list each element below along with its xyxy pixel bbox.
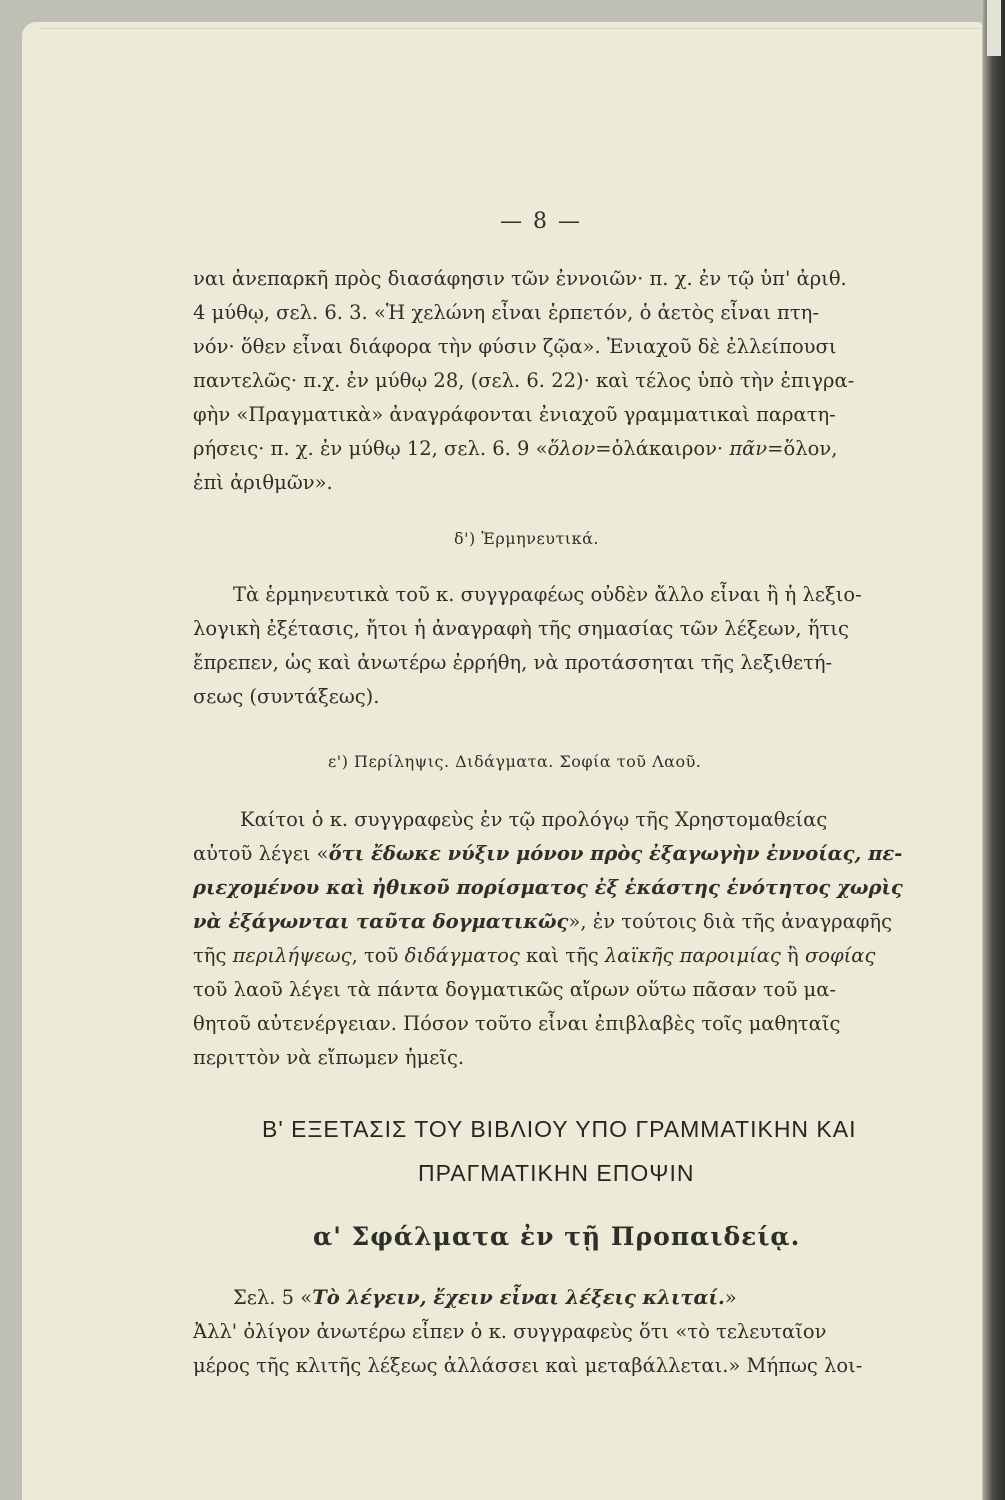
text-line: μέρος τῆς κλιτῆς λέξεως ἀλλάσσει καὶ μεταβάλλεται.» Μήπως λοι- [193,1354,863,1377]
text-line [193,939,875,973]
emphasized-word: ὅλον [547,437,596,460]
section-heading-e: ε') Περίληψις. Διδάγματα. Σοφία τοῦ Λαοῦ. [328,752,702,771]
text-line [193,905,892,939]
quoted-emphasis: Τὸ λέγειν, ἔχειν εἶναι λέξεις κλιταί. [312,1286,725,1309]
text-line [233,1281,737,1315]
quoted-emphasis: ὅτι ἔδωκε νύξιν μόνον πρὸς ἐξαγωγὴν ἐννοίας, πε- [328,842,903,865]
text-line: ναι ἀνεπαρκῆ πρὸς διασάφησιν τῶν ἐννοιῶν· π. χ. ἐν τῷ ὑπ' ἀριθ. [193,267,847,290]
text-line: περιττὸν νὰ εἴπωμεν ἡμεῖς. [193,1046,465,1069]
emphasized-word: διδάγματος [404,944,520,967]
text-line: ἐπὶ ἀριθμῶν». [193,471,333,494]
text-run: =ὅλον, [767,437,838,460]
spine-tab [987,0,1001,56]
text-line: τοῦ λαοῦ λέγει τὰ πάντα δογματικῶς αἴρων οὕτω πᾶσαν τοῦ μα- [193,978,836,1001]
emphasized-word: λαϊκῆς παροιμίας [604,944,781,967]
text-run: Σελ. 5 « [233,1286,313,1309]
book-spine [983,0,1005,1500]
text-run: , τοῦ [351,944,405,967]
text-run: ἢ [780,944,805,967]
text-line: νόν· ὅθεν εἶναι διάφορα τὴν φύσιν ζῷα». Ἐνιαχοῦ δὲ ἐλλείπουσι [193,335,837,358]
text-run: », ἐν τούτοις διὰ τῆς ἀναγραφῆς [568,910,893,933]
text-line: παντελῶς· π.χ. ἐν μύθῳ 28, (σελ. 6. 22)· καὶ τέλος ὑπὸ τὴν ἐπιγρα- [193,369,855,392]
text-line: λογικὴ ἐξέτασις, ἤτοι ἡ ἀναγραφὴ τῆς σημασίας τῶν λέξεων, ἥτις [193,617,849,640]
text-run: τῆς [193,944,233,967]
section-heading-d: δ') Ἑρμηνευτικά. [454,529,599,548]
subsection-heading-a: α' Σφάλματα ἐν τῇ Προπαιδείᾳ. [313,1222,801,1251]
quoted-emphasis: ριεχομένου καὶ ἠθικοῦ πορίσματος ἐξ ἑκάστης ἑνότητος χωρὶς [193,876,903,899]
text-line: Ἀλλ' ὀλίγον ἀνωτέρω εἶπεν ὁ κ. συγγραφεὺς ὅτι «τὸ τελευταῖον [193,1320,827,1343]
quoted-emphasis: νὰ ἐξάγωνται ταῦτα δογματικῶς [193,910,569,933]
emphasized-word: πᾶν [729,437,768,460]
emphasized-word: περιλήψεως [232,944,352,967]
text-line: σεως (συντάξεως). [193,685,380,708]
text-line: θητοῦ αὐτενέργειαν. Πόσον τοῦτο εἶναι ἐπιβλαβὲς τοῖς μαθηταῖς [193,1012,841,1035]
text-run: αὐτοῦ λέγει « [193,842,329,865]
text-line [193,837,902,871]
text-run: καὶ τῆς [519,944,605,967]
emphasized-word: σοφίας [804,944,876,967]
page-number: — 8 — [500,209,582,234]
text-line [193,871,903,905]
text-run: ρήσεις· π. χ. ἐν μύθῳ 12, σελ. 6. 9 « [193,437,548,460]
text-run: =ὁλάκαιρον· [595,437,730,460]
text-line: Καίτοι ὁ κ. συγγραφεὺς ἐν τῷ προλόγῳ τῆς Χρηστομαθείας [240,808,828,831]
text-line: 4 μύθῳ, σελ. 6. 3. «Ἡ χελώνη εἶναι ἑρπετόν, ὁ ἀετὸς εἶναι πτη- [193,301,819,324]
text-line: ἔπρεπεν, ὡς καὶ ἀνωτέρω ἐρρήθη, νὰ προτάσσηται τῆς λεξιθετή- [193,651,833,674]
chapter-heading-line-1: Β' ΕΞΕΤΑΣΙΣ ΤΟΥ ΒΙΒΛΙΟΥ ΥΠΟ ΓΡΑΜΜΑΤΙΚΗΝ ΚΑΙ [262,1116,857,1142]
text-line [193,432,837,466]
page-fold-line [40,28,980,29]
text-line: Τὰ ἑρμηνευτικὰ τοῦ κ. συγγραφέως οὐδὲν ἄλλο εἶναι ἢ ἡ λεξιο- [233,583,862,606]
chapter-heading-line-2: ΠΡΑΓΜΑΤΙΚΗΝ ΕΠΟΨΙΝ [418,1160,695,1186]
text-line: φὴν «Πραγματικὰ» ἀναγράφονται ἐνιαχοῦ γραμματικαὶ παρατη- [193,403,836,426]
text-run: » [724,1286,737,1309]
